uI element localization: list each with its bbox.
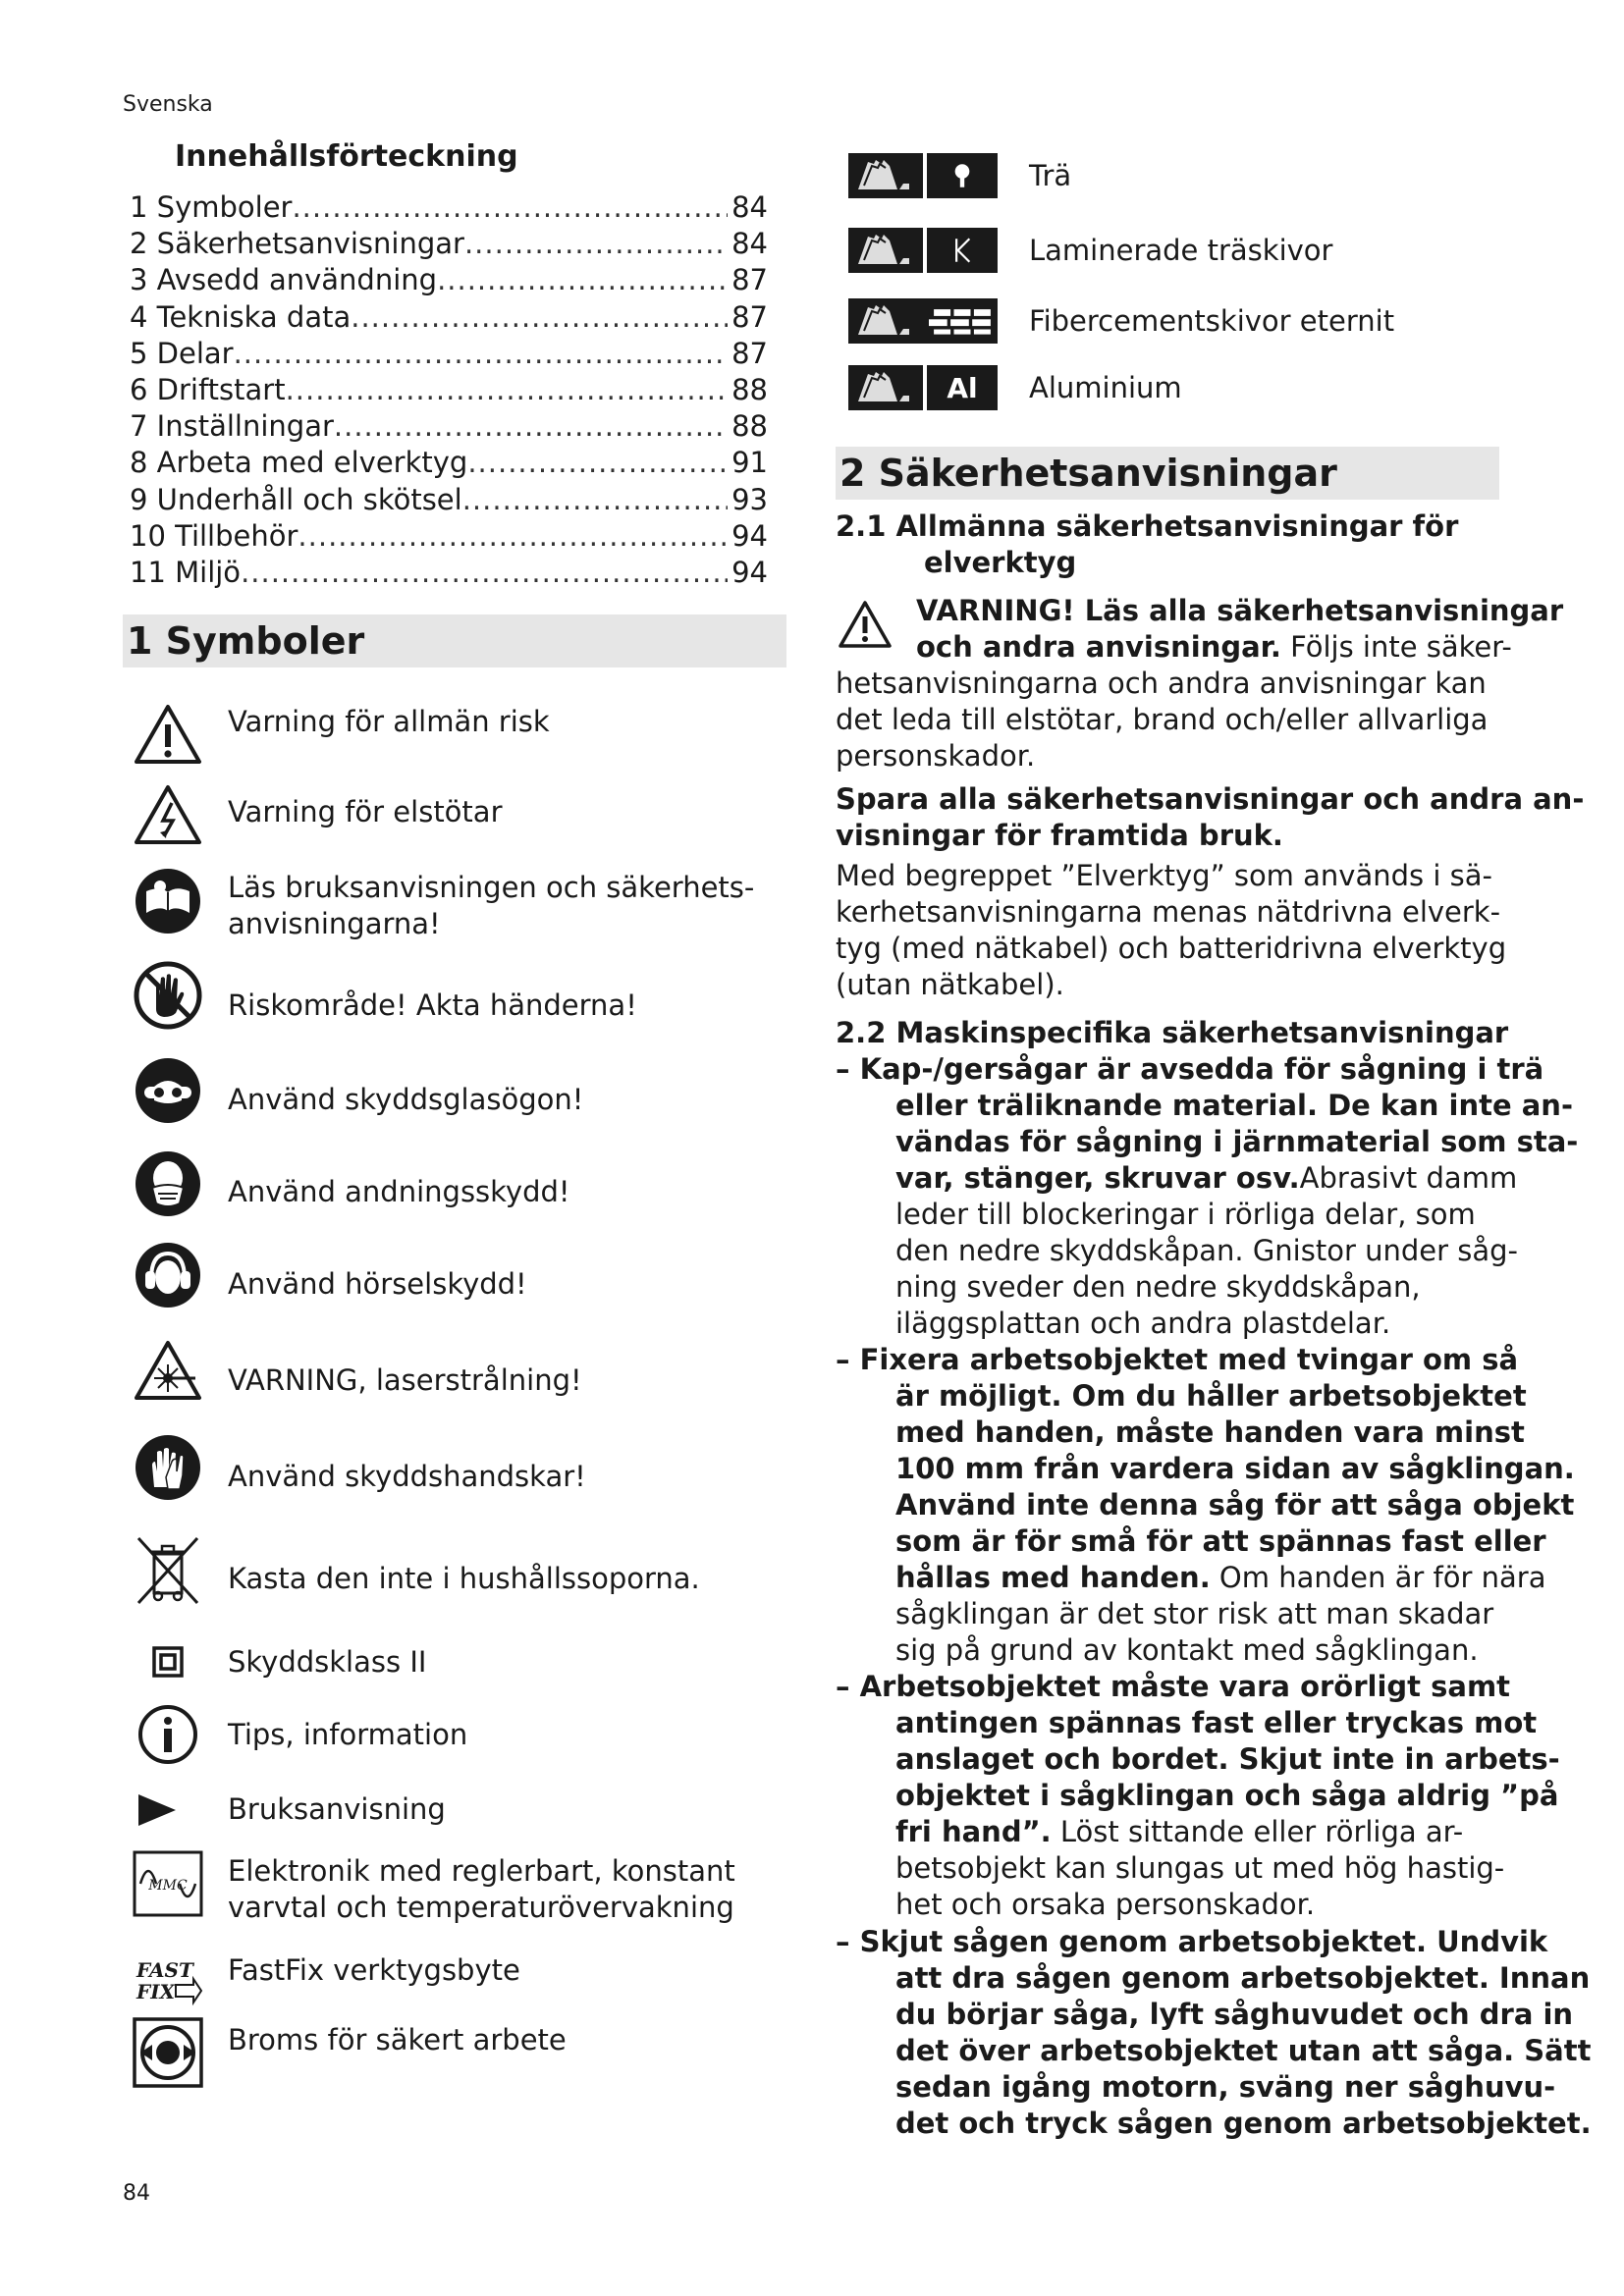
toc-entry-label: 5 Delar: [130, 336, 234, 370]
symbol-description: Använd hörselskydd!: [228, 1267, 527, 1301]
section-heading-symbols: 1 Symboler: [123, 614, 786, 667]
toc-entry: [130, 556, 768, 592]
gloves-icon: [133, 1432, 203, 1503]
warning-general-icon: [133, 699, 203, 770]
toc-leader-dots: [351, 300, 728, 334]
toc-entry: [130, 190, 768, 227]
toc-leader-dots: [292, 190, 728, 224]
bullet-line: [895, 1523, 1546, 1560]
respirator-icon: [133, 1148, 203, 1219]
toc-entry: [130, 446, 768, 482]
play-triangle-icon: [133, 1773, 203, 1843]
bullet-bold-text: att dra sågen genom arbetsobjektet. Innan: [895, 1961, 1591, 1995]
definition-line: Med begreppet ”Elverktyg” som används i sä-: [836, 859, 1492, 892]
toc-entry-page: 87: [731, 299, 768, 334]
page-number: 84: [123, 2181, 150, 2206]
subheading-general-safety: 2.1 Allmänna säkerhetsanvisningar för: [836, 509, 1459, 543]
toc-entry: [130, 263, 768, 299]
warning-line-2-rest: Följs inte säker-: [1280, 630, 1512, 664]
goggles-icon: [133, 1055, 203, 1126]
bullet-line: [895, 1197, 1476, 1233]
brake-icon: [133, 2017, 203, 2088]
fastfix-icon: [133, 1946, 203, 2016]
material-row: [848, 365, 1496, 414]
toc-leader-dots: [334, 409, 728, 443]
material-symbol: [927, 234, 998, 267]
toc-entry-page: 93: [731, 482, 768, 516]
material-label: Aluminium: [1029, 371, 1182, 404]
bullet-bold-text: är möjligt. Om du håller arbetsobjektet: [895, 1379, 1527, 1413]
toc-entry: [130, 373, 768, 409]
bullet-line: [895, 1632, 1479, 1669]
hand-danger-icon: [133, 960, 203, 1031]
bullet-line: [836, 1051, 1543, 1088]
mmc-electronics-icon: [133, 1848, 203, 1919]
toc-leader-dots: [241, 556, 728, 589]
symbol-description: Använd skyddshandskar!: [228, 1460, 586, 1493]
warning-line-2-bold: och andra anvisningar.: [916, 630, 1281, 664]
keep-instructions-line: Spara alla säkerhetsanvisningar och andra an-: [836, 782, 1585, 816]
svg-text:MMC: MMC: [148, 1878, 188, 1894]
bullet-line: [836, 1669, 1510, 1705]
toc-entry-page: 87: [731, 336, 768, 370]
bullet-line: [895, 1269, 1421, 1306]
table-of-contents: [130, 190, 768, 592]
warning-line-2: [916, 629, 1512, 666]
bullet-bold-text: det och tryck sågen genom arbetsobjektet.: [895, 2107, 1592, 2140]
toc-leader-dots: [467, 446, 728, 479]
bullet-normal-text: Om handen är för nära: [1210, 1561, 1546, 1594]
svg-text:FIX: FIX: [136, 1980, 176, 2003]
bullet-bold-text: vändas för sågning i järnmaterial som sta-: [895, 1125, 1579, 1158]
bullet-line: [895, 1960, 1590, 1997]
material-label: Laminerade träskivor: [1029, 234, 1333, 267]
definition-line: kerhetsanvisningarna menas nätdrivna elverk-: [836, 895, 1501, 929]
bullet-line: [895, 1306, 1390, 1342]
keep-instructions-line: visningar för framtida bruk.: [836, 819, 1283, 852]
bullet-bold-text: du börjar såga, lyft såghuvudet och dra in: [895, 1998, 1574, 2031]
bullet-normal-text: sågklingan är det stor risk att man skadar: [895, 1597, 1494, 1630]
saw-blade-icon: [854, 156, 913, 195]
saw-blade-icon: [854, 368, 913, 407]
definition-line: (utan nätkabel).: [836, 968, 1064, 1001]
bullet-line: [895, 1850, 1504, 1887]
bullet-line: [895, 1088, 1573, 1124]
bullet-bold-text: – Kap-/gersågar är avsedda för sågning i trä: [836, 1052, 1544, 1086]
aluminium-icon: [848, 365, 998, 410]
warning-body-line: hetsanvisningarna och andra anvisningar kan: [836, 667, 1487, 700]
toc-leader-dots: [437, 263, 728, 296]
bullet-bold-text: objektet i sågklingan och såga aldrig ”på: [895, 1779, 1559, 1812]
laser-warning-icon: [133, 1335, 203, 1406]
subheading-general-safety-cont: elverktyg: [924, 546, 1077, 579]
toc-entry-page: 94: [731, 555, 768, 589]
material-row: [848, 298, 1496, 347]
read-manual-icon: [133, 866, 203, 936]
bullet-bold-text: Använd inte denna såg för att såga objekt: [895, 1488, 1575, 1522]
symbol-description: Varning för allmän risk: [228, 705, 550, 738]
toc-leader-dots: [462, 483, 728, 516]
saw-blade-icon: [854, 231, 913, 270]
ear-protection-icon: [133, 1240, 203, 1310]
toc-entry-page: 88: [731, 409, 768, 444]
bullet-line: [895, 1997, 1573, 2033]
bullet-line: [836, 1342, 1518, 1378]
toc-leader-dots: [286, 373, 729, 406]
symbol-description: Kasta den inte i hushållssoporna.: [228, 1562, 700, 1595]
bullet-line: [895, 1778, 1558, 1814]
symbol-description: Bruksanvisning: [228, 1792, 446, 1826]
toc-entry: [130, 337, 768, 373]
bullet-bold-text: sedan igång motorn, sväng ner såghuvu-: [895, 2070, 1556, 2104]
material-label: Fibercementskivor eternit: [1029, 304, 1395, 338]
toc-entry-label: 9 Underhåll och skötsel: [130, 482, 462, 516]
bullet-bold-text: med handen, måste handen vara minst: [895, 1415, 1525, 1449]
toc-entry: [130, 409, 768, 446]
toc-entry-page: 84: [731, 227, 768, 261]
bullet-line: [895, 1705, 1537, 1741]
bullet-normal-text: Abrasivt damm: [1299, 1161, 1518, 1195]
bullet-line: [895, 1887, 1315, 1923]
warning-body-line: personskador.: [836, 739, 1036, 773]
bullet-bold-text: – Fixera arbetsobjektet med tvingar om så: [836, 1343, 1519, 1376]
bullet-bold-text: som är för små för att spännas fast eller: [895, 1524, 1546, 1558]
toc-entry-page: 88: [731, 372, 768, 406]
svg-text:FAST: FAST: [136, 1958, 193, 1982]
toc-entry-label: 2 Säkerhetsanvisningar: [130, 227, 464, 261]
bullet-line: [895, 1451, 1575, 1487]
bullet-normal-text: leder till blockeringar i rörliga delar, som: [895, 1198, 1476, 1231]
bullet-line: [836, 1924, 1547, 1960]
toc-entry-label: 7 Inställningar: [130, 409, 334, 444]
bullet-line: [895, 2106, 1592, 2142]
bullet-bold-text: – Skjut sågen genom arbetsobjektet. Undvik: [836, 1925, 1548, 1958]
definition-line: tyg (med nätkabel) och batteridrivna elverktyg: [836, 932, 1507, 965]
bullet-normal-text: ning sveder den nedre skyddskåpan,: [895, 1270, 1421, 1304]
bullet-bold-text: fri hand”.: [895, 1815, 1052, 1848]
toc-leader-dots: [234, 337, 729, 370]
bullet-line: [895, 1124, 1578, 1160]
bullet-line: [895, 1596, 1493, 1632]
symbol-description: Skyddsklass II: [228, 1645, 427, 1679]
protection-class-icon: [133, 1627, 203, 1697]
toc-entry-page: 87: [731, 263, 768, 297]
symbol-description: Använd skyddsglasögon!: [228, 1083, 584, 1116]
toc-entry-label: 11 Miljö: [130, 555, 242, 589]
material-symbol: Al: [947, 371, 978, 404]
symbol-description: Elektronik med reglerbart, konstant: [228, 1854, 735, 1888]
fibercement-icon: [848, 298, 998, 344]
symbol-description: FastFix verktygsbyte: [228, 1953, 520, 1987]
symbol-description: Riskområde! Akta händerna!: [228, 988, 637, 1022]
toc-entry: [130, 300, 768, 337]
symbol-description: Använd andningsskydd!: [228, 1175, 570, 1208]
warning-line-1: VARNING! Läs alla säkerhetsanvisningar: [916, 594, 1564, 627]
wood-icon: [848, 153, 998, 198]
toc-entry: [130, 227, 768, 263]
toc-entry-page: 84: [731, 190, 768, 224]
symbol-description: VARNING, laserstrålning!: [228, 1363, 582, 1397]
symbol-description: varvtal och temperaturövervakning: [228, 1891, 734, 1924]
toc-entry-page: 94: [731, 518, 768, 553]
warning-triangle-icon: [838, 600, 893, 649]
bullet-normal-text: Löst sittande eller rörliga ar-: [1051, 1815, 1464, 1848]
symbol-description: Tips, information: [228, 1718, 468, 1751]
bullet-bold-text: 100 mm från vardera sidan av sågklingan.: [895, 1452, 1575, 1485]
warning-body-line: det leda till elstötar, brand och/eller allvarliga: [836, 703, 1489, 736]
bullet-line: [895, 1560, 1545, 1596]
page-language-label: Svenska: [123, 92, 213, 117]
bullet-bold-text: eller träliknande material. De kan inte an-: [895, 1089, 1573, 1122]
toc-entry-page: 91: [731, 446, 768, 480]
symbol-description: Broms för säkert arbete: [228, 2023, 567, 2056]
bullet-line: [895, 1378, 1527, 1415]
toc-entry: [130, 483, 768, 519]
bullet-normal-text: iläggsplattan och andra plastdelar.: [895, 1307, 1391, 1340]
toc-leader-dots: [464, 227, 728, 260]
toc-entry: [130, 519, 768, 556]
bullet-line: [895, 2069, 1555, 2106]
toc-entry-label: 1 Symboler: [130, 190, 293, 224]
toc-entry-label: 8 Arbeta med elverktyg: [130, 446, 468, 480]
bullet-bold-text: anslaget och bordet. Skjut inte in arbets-: [895, 1742, 1560, 1776]
bullet-bold-text: det över arbetsobjektet utan att såga. Sätt: [895, 2034, 1592, 2067]
symbol-description: Varning för elstötar: [228, 795, 503, 828]
bullet-normal-text: betsobjekt kan slungas ut med hög hastig-: [895, 1851, 1505, 1885]
info-icon: [133, 1699, 203, 1770]
bullet-bold-text: hållas med handen.: [895, 1561, 1211, 1594]
section-heading-safety: 2 Säkerhetsanvisningar: [836, 447, 1499, 500]
toc-leader-dots: [298, 519, 728, 553]
symbol-description: anvisningarna!: [228, 907, 441, 940]
material-row: [848, 153, 1496, 202]
subheading-machine-safety: 2.2 Maskinspecifika säkerhetsanvisningar: [836, 1016, 1509, 1049]
laminate-icon: [848, 228, 998, 273]
symbol-description: Läs bruksanvisningen och säkerhets-: [228, 871, 755, 904]
bullet-bold-text: var, stänger, skruvar osv.: [895, 1161, 1300, 1195]
bullet-line: [895, 1160, 1517, 1197]
bullet-normal-text: sig på grund av kontakt med sågklingan.: [895, 1633, 1479, 1667]
bullet-line: [895, 1415, 1525, 1451]
warning-electric-icon: [133, 779, 203, 850]
material-symbol: [927, 159, 998, 192]
toc-entry-label: 4 Tekniska data: [130, 299, 352, 334]
material-label: Trä: [1029, 159, 1072, 192]
bullet-normal-text: den nedre skyddskåpan. Gnistor under såg-: [895, 1234, 1519, 1267]
material-row: [848, 228, 1496, 277]
bullet-line: [895, 1233, 1518, 1269]
bullet-line: [895, 1741, 1560, 1778]
bullet-bold-text: antingen spännas fast eller tryckas mot: [895, 1706, 1538, 1739]
toc-entry-label: 10 Tillbehör: [130, 518, 298, 553]
bullet-bold-text: – Arbetsobjektet måste vara orörligt samt: [836, 1670, 1511, 1703]
crossed-bin-icon: [133, 1534, 203, 1605]
saw-blade-icon: [854, 301, 913, 341]
material-symbol: [923, 304, 1001, 338]
toc-entry-label: 3 Avsedd användning: [130, 263, 438, 297]
bullet-line: [895, 1814, 1463, 1850]
bullet-line: [895, 2033, 1591, 2069]
toc-entry-label: 6 Driftstart: [130, 372, 286, 406]
bullet-line: [895, 1487, 1574, 1523]
toc-title: Innehållsförteckning: [175, 139, 518, 174]
bullet-normal-text: het och orsaka personskador.: [895, 1888, 1316, 1921]
